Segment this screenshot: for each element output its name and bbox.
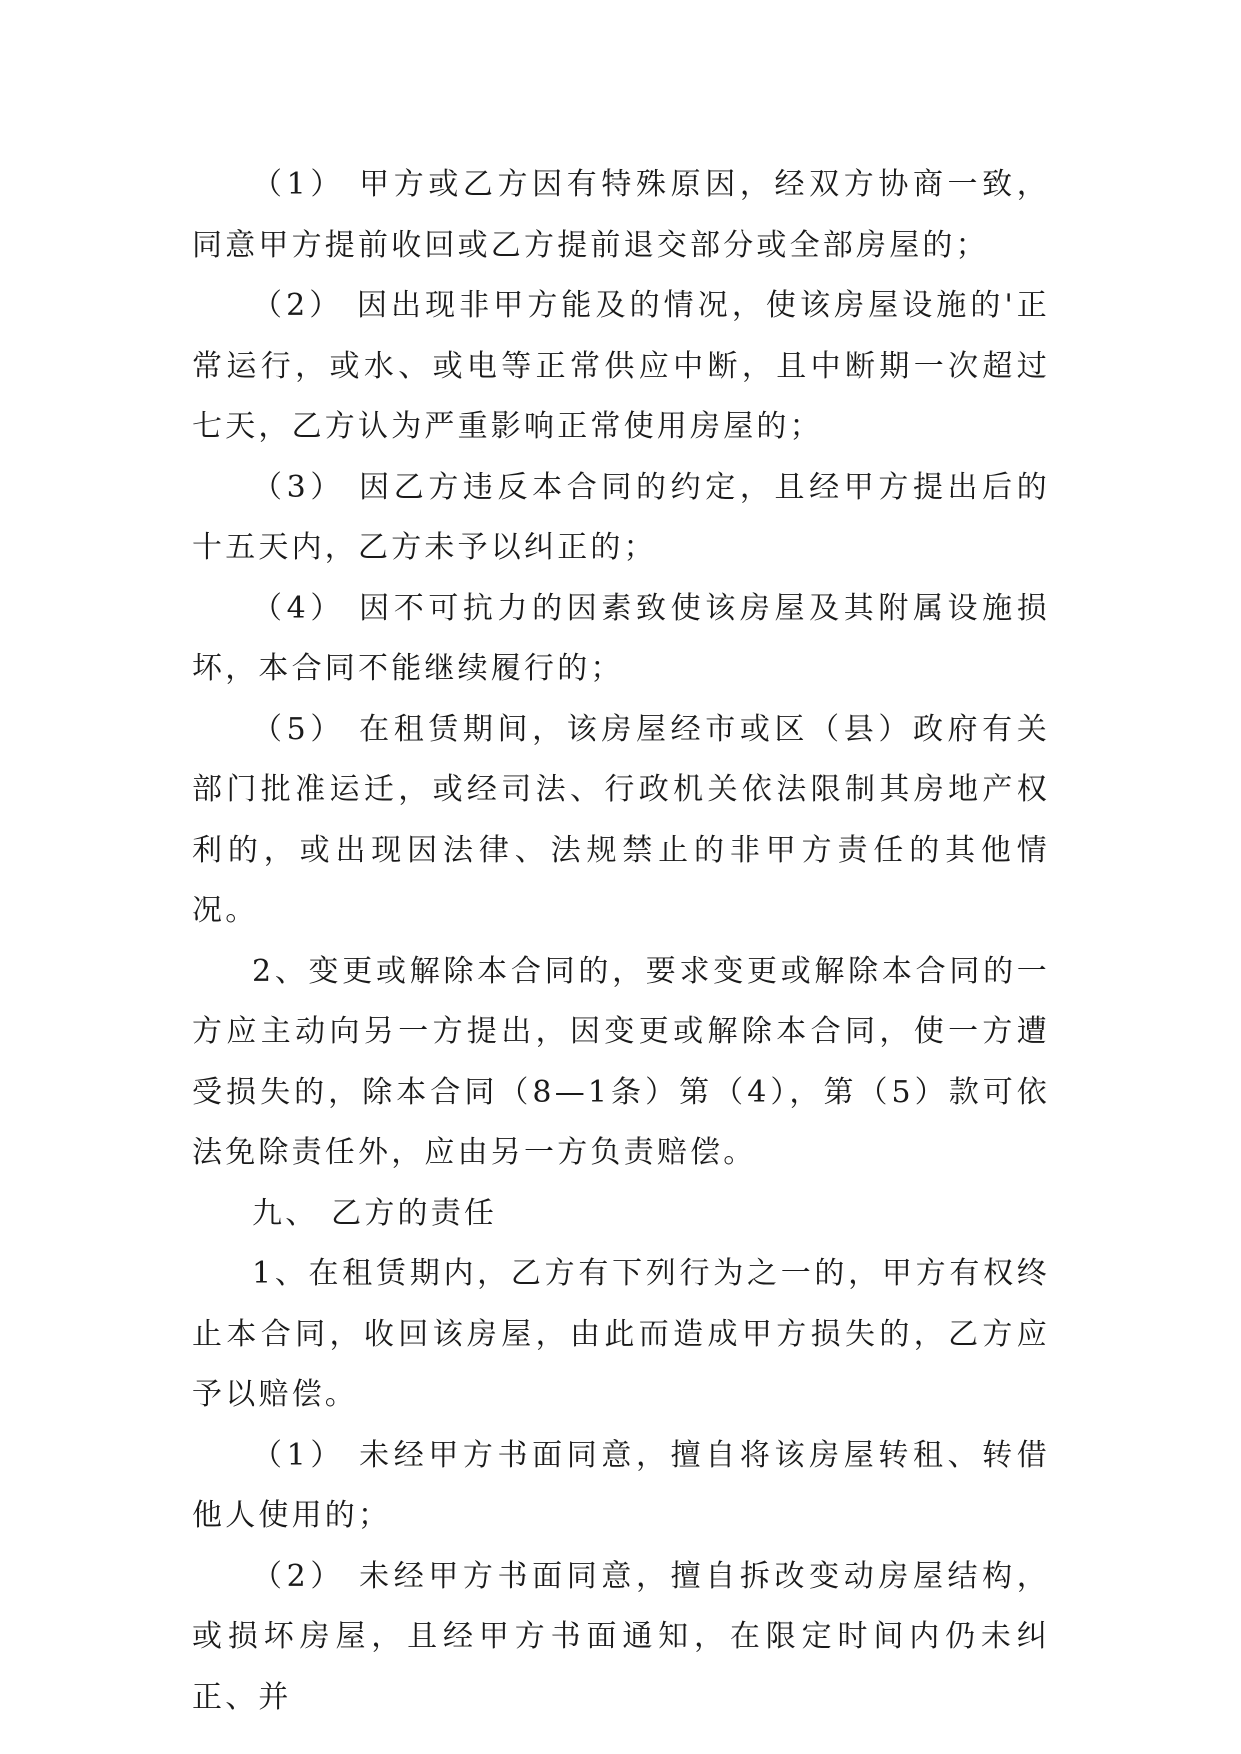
section-heading-9: 九、 乙方的责任 bbox=[252, 1195, 498, 1231]
document-body bbox=[192, 155, 1050, 1728]
clause-8-1-item-1: （1） 甲方或乙方因有特殊原因，经双方协商一致，同意甲方提前收回或乙方提前退交部分或全部房屋的； bbox=[192, 167, 1050, 263]
clause-8-1-item-5: （5） 在租赁期间，该房屋经市或区（县）政府有关部门批准运迁，或经司法、行政机关依法限制其房地产权利的，或出现因法律、法规禁止的非甲方责任的其他情况。 bbox=[192, 711, 1050, 928]
clause-8-1-item-4: （4） 因不可抗力的因素致使该房屋及其附属设施损坏，本合同不能继续履行的； bbox=[192, 590, 1050, 686]
clause-9-1-item-2: （2） 未经甲方书面同意，擅自拆改变动房屋结构，或损坏房屋，且经甲方书面通知，在限定时间内仍未纠正、并 bbox=[192, 1558, 1050, 1715]
clause-8-1-item-3: （3） 因乙方违反本合同的约定，且经甲方提出后的十五天内，乙方未予以纠正的； bbox=[192, 469, 1050, 565]
clause-8-1-item-2: （2） 因出现非甲方能及的情况，使该房屋设施的'正常运行，或水、或电等正常供应中断，且中断期一次超过七天，乙方认为严重影响正常使用房屋的； bbox=[192, 288, 1050, 444]
clause-8-2: 2、变更或解除本合同的，要求变更或解除本合同的一方应主动向另一方提出，因变更或解除本合同，使一方遭受损失的，除本合同（8—1条）第（4），第（5）款可依法免除责任外，应由另一方负责赔偿。 bbox=[192, 953, 1050, 1170]
clause-9-1: 1、在租赁期内，乙方有下列行为之一的，甲方有权终止本合同，收回该房屋，由此而造成甲方损失的，乙方应予以赔偿。 bbox=[192, 1256, 1050, 1412]
clause-9-1-item-1: （1） 未经甲方书面同意，擅自将该房屋转租、转借他人使用的； bbox=[192, 1437, 1050, 1533]
